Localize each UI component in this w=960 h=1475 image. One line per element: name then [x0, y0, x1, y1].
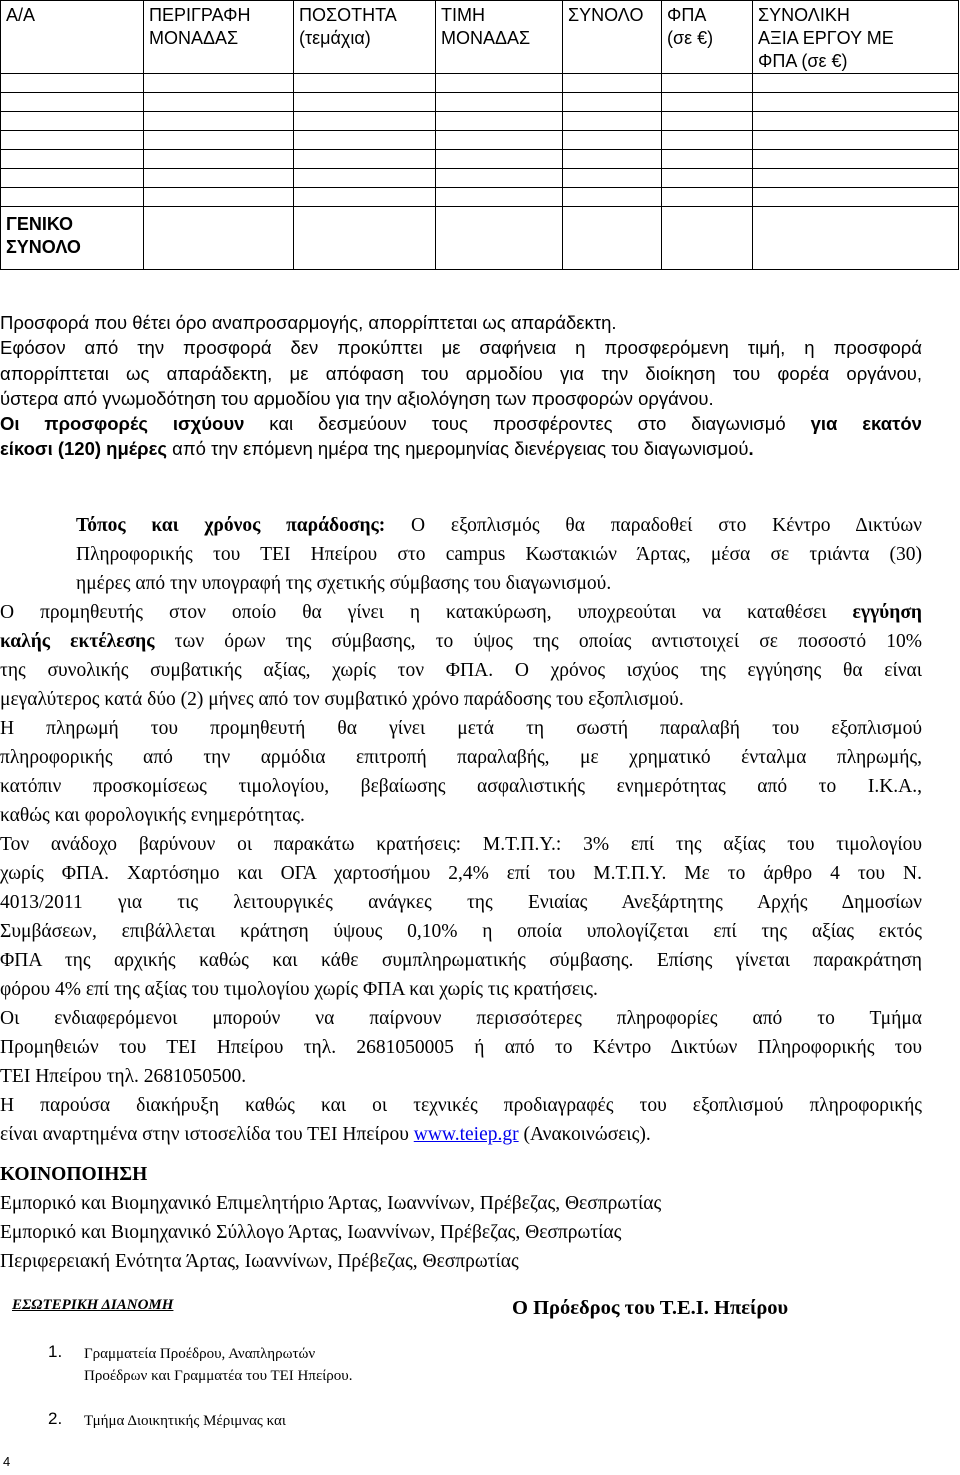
list-item	[84, 1343, 352, 1387]
header-total: ΣΥΝΟΛΟ	[563, 1, 662, 74]
header-vat: ΦΠΑ (σε €)	[662, 1, 753, 74]
list-item-line: Τμήμα Διοικητικής Μέριμνας και	[84, 1413, 286, 1429]
list-item-line: Προέδρων και Γραμματέα του ΤΕΙ Ηπείρου.	[84, 1368, 353, 1384]
guarantee-text: Ο προμηθευτής στον οποίο θα γίνει η κατακύρωση, υποχρεούται να καταθέσει	[0, 602, 853, 623]
deductions-paragraph	[0, 830, 922, 1004]
signature-title: Ο Πρόεδρος του Τ.Ε.Ι. Ηπείρου	[512, 1297, 789, 1319]
delivery-line: ημέρες από την υπογραφή της σχετικής σύμβασης του διαγωνισμού.	[76, 573, 612, 594]
header-total-with-vat: ΣΥΝΟΛΙΚΗ ΑΞΙΑ ΕΡΓΟΥ ΜΕ ΦΠΑ (σε €)	[753, 1, 959, 74]
guarantee-line	[0, 598, 922, 627]
guarantee-text: των όρων της σύμβασης, το ύψος της οποίας αντιστοιχεί σε ποσοστό 10%	[154, 631, 922, 652]
header-aa: Α/Α	[1, 1, 144, 74]
rejection-line: ύστερα από γνωμοδότηση του αρμοδίου για την αξιολόγηση των προσφορών οργάνου.	[0, 387, 714, 409]
payment-paragraph	[0, 714, 922, 830]
guarantee-line	[0, 627, 922, 656]
delivery-label: Τόπος και χρόνος παράδοσης:	[76, 515, 386, 536]
validity-text: και δεσμεύουν τους προσφέροντες στο διαγωνισμό	[244, 413, 811, 435]
validity-bold: είκοσι (120) ημέρες	[0, 438, 167, 460]
info-line: Οι ενδιαφερόμενοι μπορούν να παίρνουν περισσότερες πληροφορίες από το Τμήμα	[0, 1008, 922, 1029]
notification-heading: ΚΟΙΝΟΠΟΙΗΣΗ	[0, 1164, 148, 1185]
header-description: ΠΕΡΙΓΡΑΦΗ ΜΟΝΑΔΑΣ	[144, 1, 294, 74]
info-paragraph	[0, 1004, 922, 1091]
guarantee-line: μεγαλύτερος κατά δύο (2) μήνες από τον συμβατικό χρόνο παράδοσης του εξοπλισμού.	[0, 689, 684, 710]
offer-table	[0, 0, 959, 270]
publish-text: είναι αναρτημένα στην ιστοσελίδα του ΤΕΙ Ηπείρου	[0, 1124, 414, 1145]
info-line: Προμηθειών του ΤΕΙ Ηπείρου τηλ. 2681050005 ή από το Κέντρο Δικτύων Πληροφορικής του	[0, 1037, 922, 1058]
list-item-number: 2.	[48, 1409, 63, 1428]
validity-line	[0, 411, 922, 436]
deductions-line: ΦΠΑ της αρχικής καθώς και κάθε συμπληρωματικής σύμβασης. Επίσης γίνεται παρακράτηση	[0, 950, 922, 971]
deductions-line: Συμβάσεων, επιβάλλεται κράτηση ύψους 0,10% η οποία υπολογίζεται επί της αξίας εκτός	[0, 921, 922, 942]
rejection-line: απορρίπτεται ως απαράδεκτη, με απόφαση του αρμοδίου για την διοίκηση του φορέα οργάνου,	[0, 362, 922, 384]
validity-line	[0, 436, 922, 461]
delivery-line	[76, 511, 922, 540]
table-row	[1, 131, 959, 150]
payment-line: κατόπιν προσκομίσεως τιμολογίου, βεβαίωσης ασφαλιστικής ενημερότητας από το Ι.Κ.Α.,	[0, 776, 922, 797]
delivery-paragraph	[76, 511, 922, 598]
rejection-line: Προσφορά που θέτει όρο αναπροσαρμογής, απορρίπτεται ως απαράδεκτη.	[0, 312, 617, 333]
guarantee-bold: καλής εκτέλεσης	[0, 631, 155, 652]
validity-end: .	[748, 438, 754, 460]
table-row	[1, 74, 959, 93]
table-header-row	[1, 1, 959, 74]
info-line: ΤΕΙ Ηπείρου τηλ. 2681050500.	[0, 1066, 247, 1087]
list-item-number: 1.	[48, 1342, 63, 1361]
notification-item: Περιφερειακή Ενότητα Άρτας, Ιωαννίνων, Πρέβεζας, Θεσπρωτίας	[0, 1251, 519, 1272]
delivery-text: Ο εξοπλισμός θα παραδοθεί στο Κέντρο Δικτύων	[385, 515, 922, 536]
delivery-line: Πληροφορικής του ΤΕΙ Ηπείρου στο campus Κωστακιών Άρτας, μέσα σε τριάντα (30)	[76, 544, 922, 565]
grand-total-row	[1, 207, 959, 270]
payment-line: Η πληρωμή του προμηθευτή θα γίνει μετά τη σωστή παραλαβή του εξοπλισμού	[0, 718, 922, 739]
table-row	[1, 93, 959, 112]
guarantee-bold: εγγύηση	[852, 602, 922, 623]
validity-bold: Οι προσφορές ισχύουν	[0, 413, 245, 435]
payment-line: καθώς και φορολογικής ενημερότητας.	[0, 805, 305, 826]
rejection-paragraph	[0, 310, 922, 462]
validity-bold: για εκατόν	[810, 413, 922, 435]
deductions-line: φόρου 4% επί της αξίας του τιμολογίου χωρίς ΦΠΑ και χωρίς τις κρατήσεις.	[0, 979, 598, 1000]
payment-line: πληροφορικής από την αρμόδια επιτροπή παραλαβής, με χρηματικό ένταλμα πληρωμής,	[0, 747, 922, 768]
table-row	[1, 150, 959, 169]
list-item-line: Γραμματεία Προέδρου, Αναπληρωτών	[84, 1346, 316, 1362]
rejection-line: Εφόσον από την προσφορά δεν προκύπτει με σαφήνεια η προσφερόμενη τιμή, η προσφορά	[0, 337, 922, 359]
publish-paragraph	[0, 1091, 922, 1149]
deductions-line: χωρίς ΦΠΑ. Χαρτόσημο και ΟΓΑ χαρτοσήμου 2,4% επί του Μ.Τ.Π.Υ. Με το άρθρο 4 του Ν.	[0, 863, 922, 884]
list-item	[84, 1410, 286, 1432]
publish-line: Η παρούσα διακήρυξη καθώς και οι τεχνικές προδιαγραφές του εξοπλισμού πληροφορικής	[0, 1095, 922, 1116]
table-row	[1, 112, 959, 131]
internal-distribution-heading: ΕΣΩΤΕΡΙΚΗ ΔΙΑΝΟΜΗ	[12, 1297, 174, 1313]
publish-line	[0, 1120, 922, 1149]
deductions-line: Τον ανάδοχο βαρύνουν οι παρακάτω κρατήσεις: Μ.Τ.Π.Υ.: 3% επί της αξίας του τιμολογίου	[0, 834, 922, 855]
header-quantity: ΠΟΣΟΤΗΤΑ (τεμάχια)	[294, 1, 436, 74]
deductions-line: 4013/2011 για τις λειτουργικές ανάγκες της Ενιαίας Ανεξάρτητης Αρχής Δημοσίων	[0, 892, 922, 913]
page-number: 4	[3, 1454, 11, 1469]
header-unit-price: ΤΙΜΗ ΜΟΝΑΔΑΣ	[436, 1, 563, 74]
guarantee-line: της συνολικής συμβατικής αξίας, χωρίς τον ΦΠΑ. Ο χρόνος ισχύος της εγγύησης θα είναι	[0, 660, 922, 681]
table-row	[1, 169, 959, 188]
guarantee-paragraph	[0, 598, 922, 714]
publish-text: (Ανακοινώσεις).	[518, 1124, 651, 1145]
notification-section	[0, 1160, 922, 1276]
table-row	[1, 188, 959, 207]
grand-total-label: ΓΕΝΙΚΟ ΣΥΝΟΛΟ	[1, 207, 144, 270]
website-link[interactable]: www.teiep.gr	[413, 1124, 519, 1145]
notification-item: Εμπορικό και Βιομηχανικό Σύλλογο Άρτας, Ιωαννίνων, Πρέβεζας, Θεσπρωτίας	[0, 1222, 622, 1243]
notification-item: Εμπορικό και Βιομηχανικό Επιμελητήριο Άρτας, Ιωαννίνων, Πρέβεζας, Θεσπρωτίας	[0, 1193, 662, 1214]
validity-text: από την επόμενη ημέρα της ημερομηνίας διενέργειας του διαγωνισμού	[167, 438, 749, 460]
